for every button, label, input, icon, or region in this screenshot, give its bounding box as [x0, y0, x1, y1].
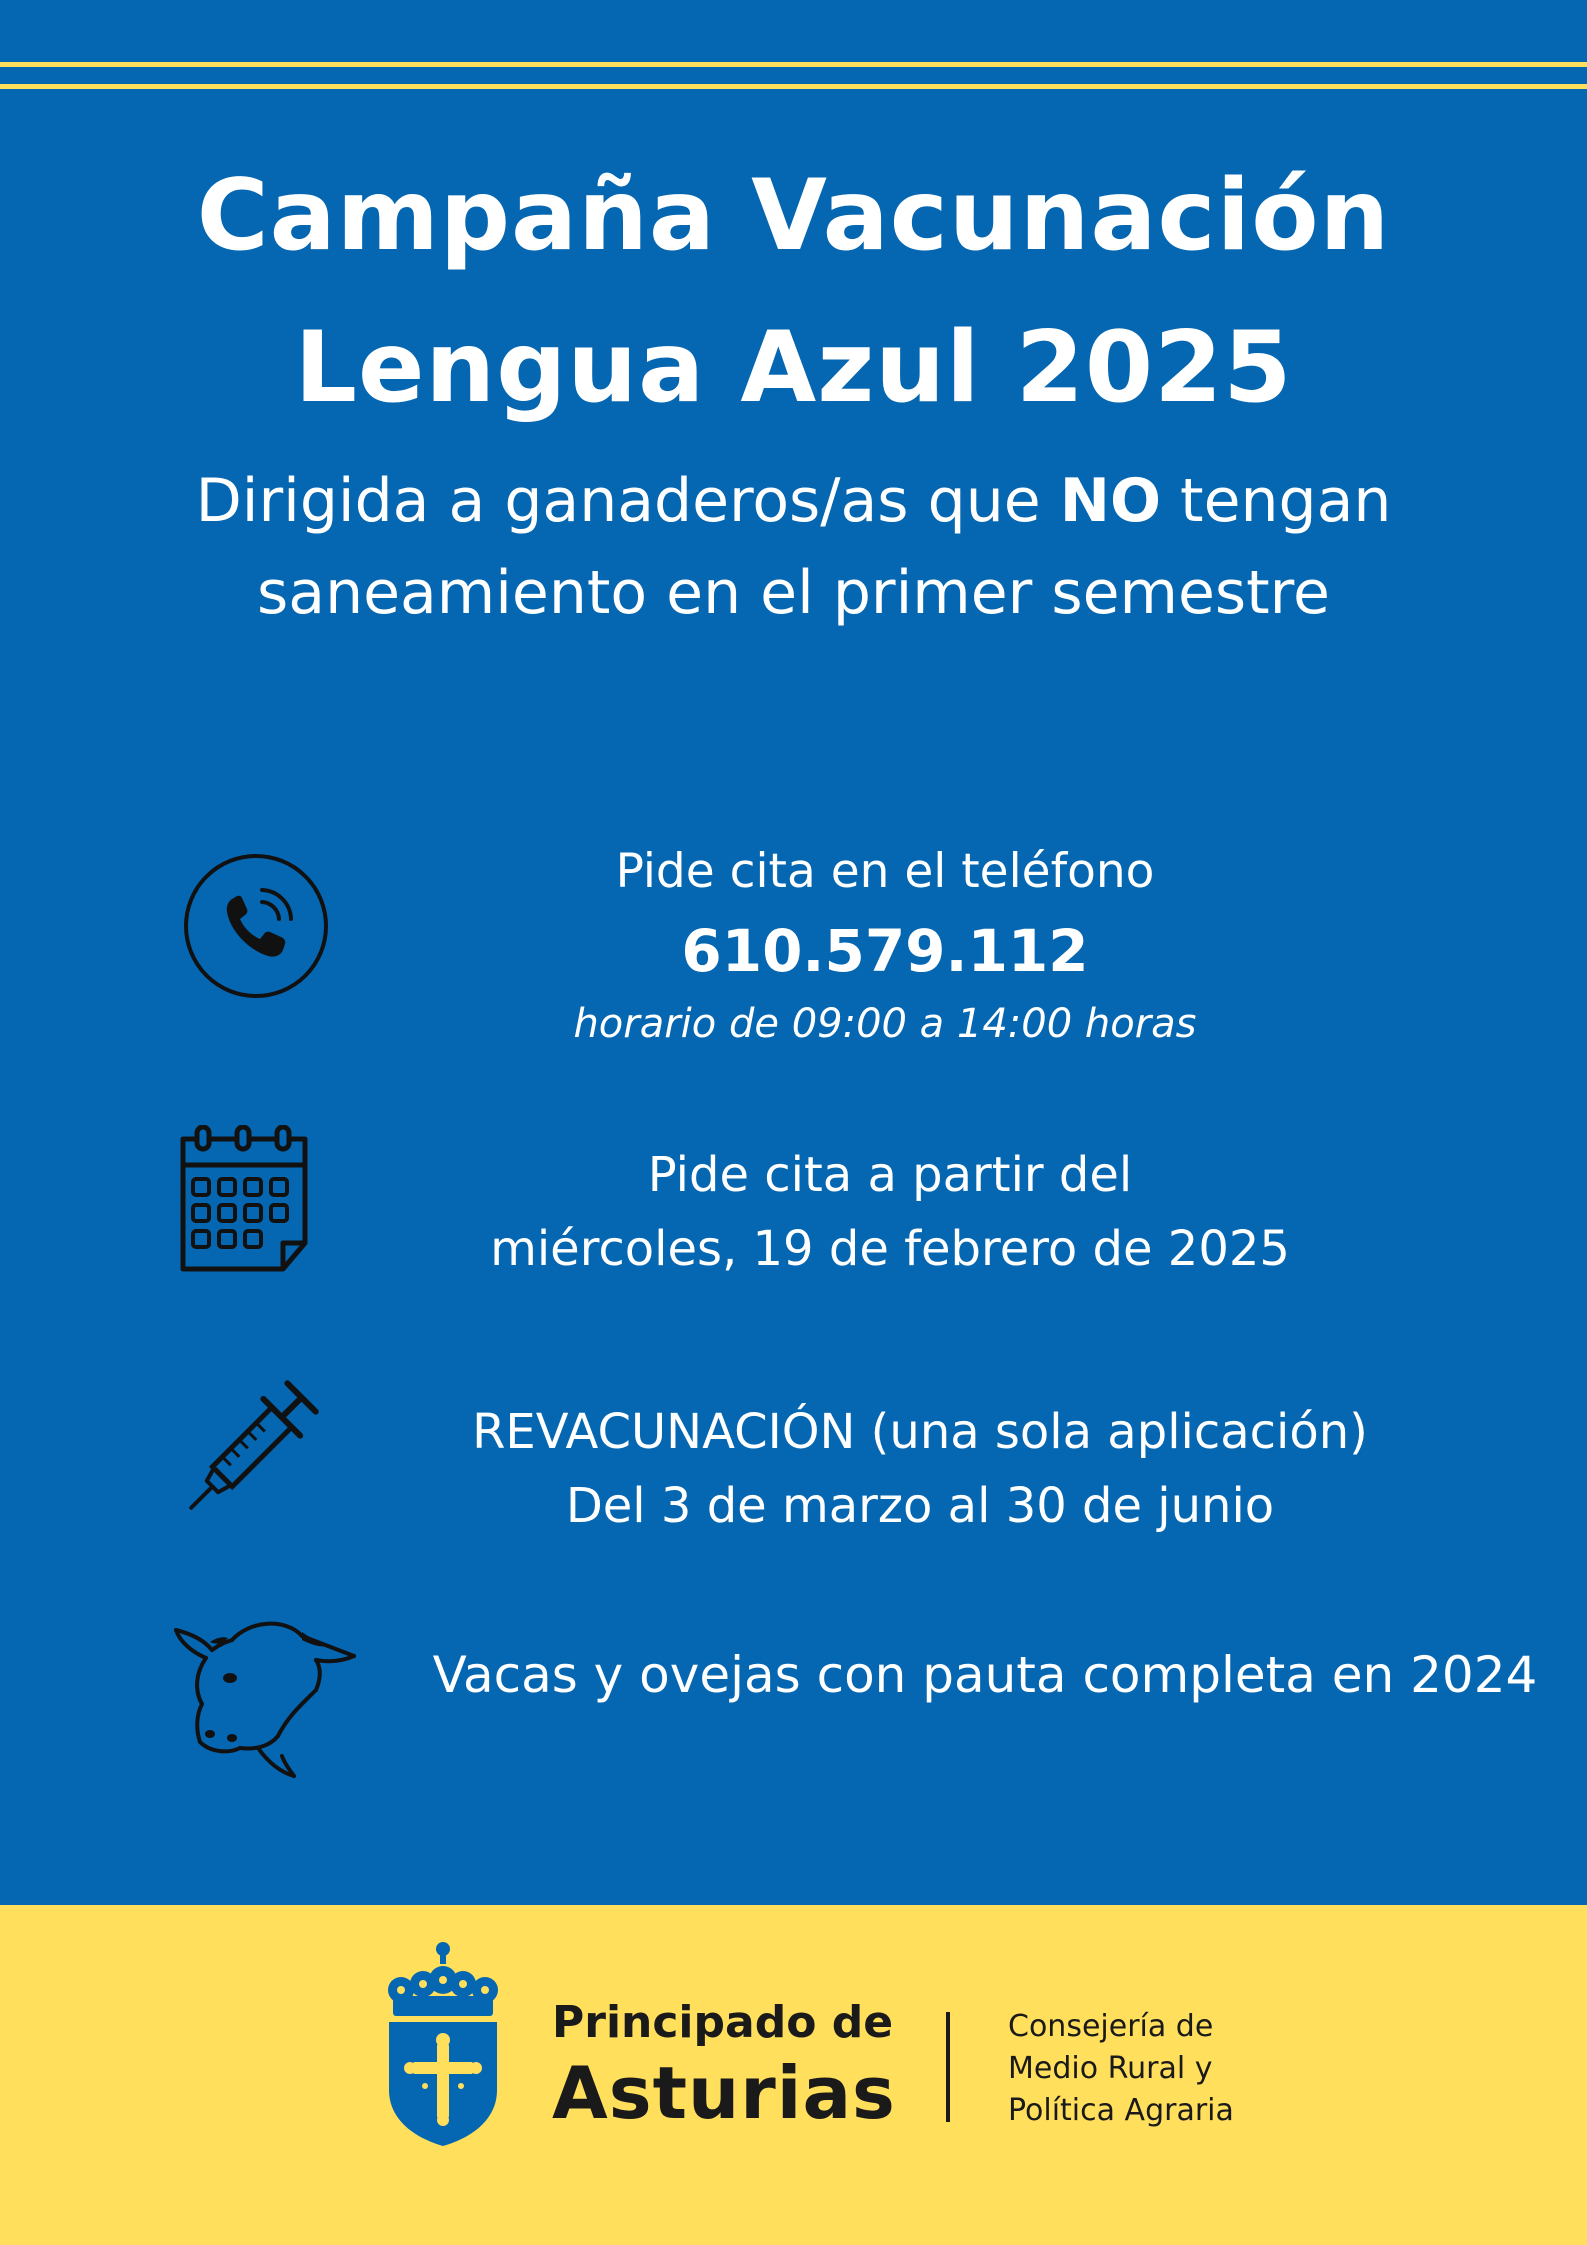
top-stripe-lower: [0, 84, 1587, 89]
title-line-2: Lengua Azul 2025: [294, 311, 1293, 425]
herd-line-1: Vacas y ovejas con pauta completa en 2024: [432, 1646, 1538, 1704]
department-name: [1008, 2006, 1234, 2132]
revaccination-line-2: Del 3 de marzo al 30 de junio: [565, 1478, 1275, 1534]
date-info: [420, 1138, 1360, 1286]
org-name-line-2: Asturias: [552, 2051, 896, 2135]
syringe-icon: [172, 1360, 342, 1525]
org-name: [552, 1995, 896, 2135]
subtitle-text-post: tengan: [1160, 466, 1392, 536]
phone-info: [430, 838, 1340, 1052]
phone-label: Pide cita en el teléfono: [615, 844, 1155, 899]
subtitle-emphasis: NO: [1059, 466, 1161, 536]
calendar-icon: [175, 1125, 313, 1275]
top-stripe-upper: [0, 62, 1587, 67]
phone-hours: horario de 09:00 a 14:00 horas: [573, 1001, 1197, 1047]
campaign-subtitle: [0, 455, 1587, 639]
revaccination-info: [420, 1395, 1420, 1543]
subtitle-text-pre: Dirigida a ganaderos/as que: [195, 466, 1060, 536]
department-line-1: Consejería de: [1008, 2009, 1214, 2044]
herd-info: [420, 1638, 1550, 1712]
org-name-line-1: Principado de: [552, 1997, 894, 2048]
subtitle-line-1: [0, 455, 1587, 547]
date-line-2: miércoles, 19 de febrero de 2025: [490, 1221, 1290, 1277]
title-line-1: Campaña Vacunación: [196, 159, 1391, 273]
campaign-title: [0, 140, 1587, 444]
subtitle-line-2: saneamiento en el primer semestre: [257, 558, 1330, 628]
coat-of-arms-icon: [383, 1940, 503, 2148]
cow-icon: [170, 1612, 366, 1784]
revaccination-line-1: REVACUNACIÓN (una sola aplicación): [472, 1404, 1368, 1460]
footer-divider: [946, 2012, 950, 2122]
phone-icon: [182, 852, 330, 1000]
phone-number: 610.579.112: [681, 917, 1089, 985]
department-line-3: Política Agraria: [1008, 2093, 1234, 2128]
department-line-2: Medio Rural y: [1008, 2051, 1213, 2086]
date-line-1: Pide cita a partir del: [647, 1147, 1133, 1203]
